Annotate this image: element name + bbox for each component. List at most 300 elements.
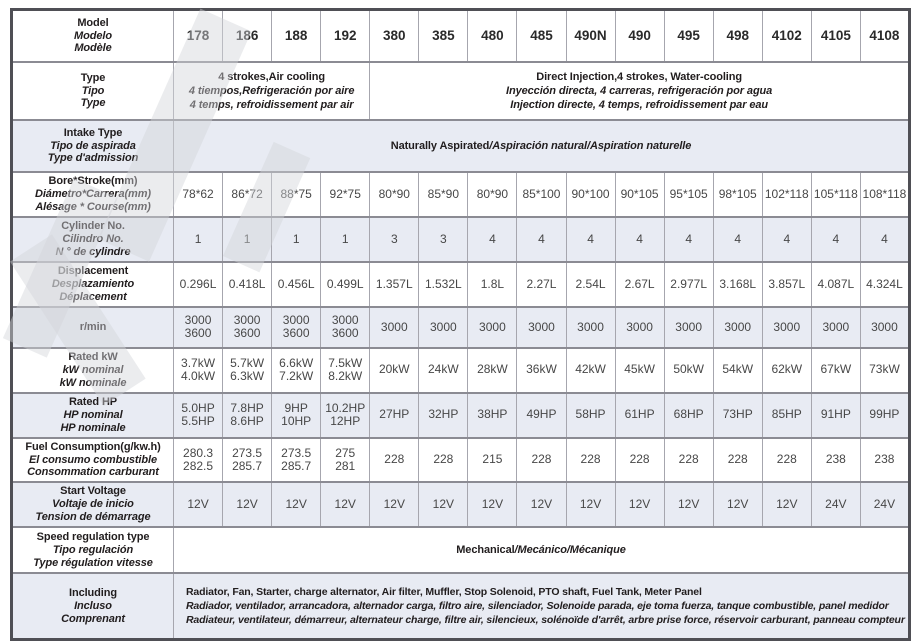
cell-value-line: 3.168L [719,276,757,291]
cell-voltage-188 [272,482,321,527]
table-row-voltage [12,482,910,527]
model-header-380: 380 [370,10,419,63]
cell-value-line: 12V [285,497,307,512]
cell-value-line: 10HP [281,414,312,429]
cell-cylinder-495 [664,217,713,262]
row-header-line: Déplacement [59,290,127,303]
row-header-hp [12,393,174,438]
cell-cylinder-490 [615,217,664,262]
cell-intake-merged [174,120,910,172]
cell-value-line: 50kW [673,362,704,377]
model-header-385: 385 [419,10,468,63]
cell-fuel-495 [664,438,713,483]
cell-kw-4105 [811,348,860,393]
cell-value-line: 7.5kW [328,355,363,370]
cell-hp-186 [223,393,272,438]
cell-displacement-495 [664,262,713,307]
cell-value-line: 1 [292,231,300,246]
cell-value-line: 2.977L [670,276,707,291]
cell-value-line: 24kW [428,362,459,377]
cell-value-line: 3000 [577,319,604,334]
cell-value-line: 228 [531,452,552,467]
cell-value-line: 5.7kW [230,355,265,370]
cell-rmin-480 [468,307,517,348]
cell-cylinder-385 [419,217,468,262]
cell-fuel-485 [517,438,566,483]
cell-value-line: 68HP [673,407,704,422]
cell-cylinder-192 [321,217,370,262]
cell-displacement-4108 [860,262,909,307]
cell-value-line: 4 [489,231,496,246]
cell-rmin-4105 [811,307,860,348]
cell-bore-380 [370,172,419,217]
cell-value-line: 275 [335,445,356,460]
cell-displacement-186 [223,262,272,307]
cell-displacement-385 [419,262,468,307]
cell-value-line: 3000 [429,319,457,334]
cell-voltage-385 [419,482,468,527]
table-row-kw [12,348,910,393]
cell-value-line: 90*105 [620,186,659,201]
cell-value-line: 4.324L [866,276,903,291]
table-row-fuel [12,438,910,483]
cell-value-line: 67kW [820,362,852,377]
cell-value-line: 238 [825,452,846,467]
cell-rmin-495 [664,307,713,348]
cell-value-line: 3000 [871,319,898,334]
cell-value-line: 3000 [626,319,653,334]
cell-bore-186 [223,172,272,217]
cell-value-line: 3000 [528,319,555,334]
cell-value-line: 88*75 [280,186,312,201]
row-header-line: Including [69,586,117,599]
row-header-line: kW nominal [62,363,124,376]
model-header-498: 498 [713,10,762,63]
cell-value-line: 108*118 [862,186,907,201]
cell-rmin-385 [419,307,468,348]
table-row-displacement [12,262,910,307]
cell-value-line: 6.3kW [230,369,265,384]
cell-value-line: 45kW [624,362,655,377]
cell-kw-480 [468,348,517,393]
cell-value-line: 42kW [575,362,606,377]
cell-value-line: 3000 [822,319,850,334]
cell-rmin-186 [223,307,272,348]
cell-bore-178 [174,172,223,217]
cell-voltage-498 [713,482,762,527]
cell-value-line: 12V [776,497,798,512]
cell-bore-480 [468,172,517,217]
cell-value-line: 90*100 [571,186,610,201]
cell-value-line: 95*105 [669,186,708,201]
row-header-type [12,62,174,120]
cell-value-line: 4 [636,231,643,246]
cell-cylinder-498 [713,217,762,262]
model-header-4105: 4105 [811,10,860,63]
table-row-model [12,10,910,63]
cell-value-line: 285.7 [281,458,312,473]
cell-bore-495 [664,172,713,217]
cell-value-line: 3000 [184,312,212,327]
cell-value-line: 3000 [233,312,261,327]
cell-value-line: 32HP [428,407,459,422]
cell-kw-178 [174,348,223,393]
cell-value-line: 273.5 [281,445,312,460]
cell-value-line: 7.2kW [279,369,314,384]
cell-cylinder-380 [370,217,419,262]
cell-value-line: 228 [580,452,601,467]
cell-value-line: 73kW [869,362,900,377]
cell-value-line: 12V [579,497,602,512]
row-header-line: Bore*Stroke(mm) [48,175,138,187]
cell-value-line: 3600 [331,326,359,341]
cell-voltage-178 [174,482,223,527]
table-row-cylinder [12,217,910,262]
cell-hp-495 [664,393,713,438]
cell-value-line: 12V [187,497,209,512]
cell-cylinder-4102 [762,217,811,262]
table-row-rmin [12,307,910,348]
row-header-line: Intake Type [63,126,123,139]
row-header-model [12,10,174,63]
cell-kw-186 [223,348,272,393]
cell-value-line: 228 [384,452,405,467]
cell-bore-188 [272,172,321,217]
cell-value-line: 1 [243,231,251,246]
cell-value-line: 54kW [722,362,754,377]
cell-value-line: 12HP [330,414,361,429]
cell-text-line: 4 tiempos,Refrigeración por aire [188,84,355,97]
row-header-line: Voltaje de inicio [52,498,134,511]
cell-value-line: 20kW [378,362,410,377]
cell-value-line: 1.357L [375,276,413,291]
row-header-line: Type régulation vitesse [33,556,153,569]
cell-value-line: 12V [481,497,504,512]
model-header-4108: 4108 [860,10,909,63]
cell-text-line: Injection directe, 4 temps, refroidissement par eau [510,99,768,112]
cell-value-line: 3600 [282,326,310,341]
cell-value-line: 105*118 [813,186,858,201]
table-row-hp [12,393,910,438]
cell-value-line: 99HP [869,407,900,422]
row-header-line: Type d'admission [47,152,139,165]
cell-value-line: 58HP [575,407,606,422]
cell-hp-490N [566,393,615,438]
cell-value-line: 12V [677,497,700,512]
cell-value-line: 24V [873,497,896,512]
cell-kw-4108 [860,348,909,393]
cell-value-line: 6.6kW [279,355,314,370]
row-header-line: Comprenant [61,612,125,625]
cell-fuel-188 [272,438,321,483]
row-header-line: Cylinder No. [61,219,125,232]
cell-hp-178 [174,393,223,438]
cell-kw-385 [419,348,468,393]
cell-value-line: 92*75 [329,186,361,201]
cell-cylinder-4105 [811,217,860,262]
cell-hp-385 [419,393,468,438]
row-header-line: Rated HP [68,395,118,408]
cell-value-line: 3000 [773,319,801,334]
cell-value-line: 5.5HP [181,414,215,429]
cell-displacement-192 [321,262,370,307]
cell-displacement-480 [468,262,517,307]
cell-value-line: 27HP [379,407,410,422]
cell-voltage-192 [321,482,370,527]
cell-displacement-490 [615,262,664,307]
cell-rmin-490 [615,307,664,348]
cell-value-line: 8.6HP [230,414,264,429]
cell-value-line: 0.499L [326,276,364,291]
cell-including-merged [174,573,910,640]
model-header-4102: 4102 [762,10,811,63]
cell-kw-498 [713,348,762,393]
cell-value-line: 3000 [331,312,359,327]
cell-value-line: 12V [383,497,405,512]
model-header-188: 188 [272,10,321,63]
cell-voltage-186 [223,482,272,527]
cell-hp-4102 [762,393,811,438]
cell-value-line: 3 [390,231,398,246]
cell-value-line: 285.7 [232,458,263,473]
cell-fuel-498 [713,438,762,483]
cell-hp-498 [713,393,762,438]
spec-table [10,8,911,641]
cell-text-line: Mechanical [456,544,515,557]
cell-value-line: 80*90 [378,186,410,201]
cell-value-line: 12V [628,497,651,512]
cell-text-line: Radiateur, ventilateur, démarreur, alternateur charge, filtre air, silencieux, solénoïde d'arrêt, arbre prise force, réservoir carburant, panneau compteur [186,614,905,627]
cell-bore-385 [419,172,468,217]
cell-value-line: 3000 [724,319,752,334]
cell-value-line: 3000 [380,319,408,334]
cell-voltage-490N [566,482,615,527]
cell-value-line: 228 [629,452,650,467]
cell-hp-4108 [860,393,909,438]
cell-kw-192 [321,348,370,393]
cell-value-line: 280.3 [183,445,214,460]
cell-displacement-4105 [811,262,860,307]
cell-value-line: 12V [727,497,749,512]
row-header-line: El consumo combustible [29,453,157,466]
cell-value-line: 24V [825,497,847,512]
cell-cylinder-178 [174,217,223,262]
cell-text-line: Radiator, Fan, Starter, charge alternator, Air filter, Muffler, Stop Solenoid, PTO shaft, Fuel Tank, Meter Panel [186,586,702,599]
cell-displacement-498 [713,262,762,307]
cell-text-line: 4 temps, refroidissement par air [189,99,354,112]
row-header-rmin [12,307,174,348]
cell-rmin-4108 [860,307,909,348]
row-header-line: Modelo [74,29,112,42]
row-header-line: Speed regulation type [36,530,150,543]
cell-value-line: 7.8HP [230,400,264,415]
row-header-line: HP nominal [63,408,123,421]
cell-rmin-192 [321,307,370,348]
cell-value-line: 3600 [184,326,212,341]
cell-value-line: 1.532L [424,276,462,291]
cell-value-line: 3.857L [768,276,806,291]
row-header-bore [12,172,174,217]
cell-value-line: 10.2HP [325,400,366,415]
cell-value-line: 28kW [477,362,508,377]
cell-kw-380 [370,348,419,393]
cell-value-line: 3000 [282,312,310,327]
cell-bore-490N [566,172,615,217]
row-header-line: Displacement [57,264,129,277]
row-header-line: Tipo [81,84,105,97]
row-header-line: Fuel Consumption(g/kw.h) [25,440,161,453]
table-row-type [12,62,910,120]
cell-cylinder-188 [272,217,321,262]
cell-voltage-495 [664,482,713,527]
cell-fuel-4102 [762,438,811,483]
table-row-speed [12,527,910,573]
cell-value-line: 12V [334,497,356,512]
cell-voltage-4105 [811,482,860,527]
cell-hp-380 [370,393,419,438]
cell-value-line: 1 [341,231,349,246]
cell-value-line: 2.67L [624,276,655,291]
cell-value-line: 4 [587,231,594,246]
cell-value-line: 91HP [820,407,851,422]
cell-fuel-385 [419,438,468,483]
table-row-including [12,573,910,640]
cell-value-line: 1 [194,231,202,246]
cell-text-line: Direct Injection,4 strokes, Water-cooling [536,70,742,83]
row-header-speed [12,527,174,573]
cell-value-line: 49HP [526,407,557,422]
cell-cylinder-186 [223,217,272,262]
cell-cylinder-480 [468,217,517,262]
cell-kw-490 [615,348,664,393]
table-row-intake [12,120,910,172]
row-header-line: Tipo regulación [52,543,134,556]
cell-value-line: 9HP [284,400,308,415]
model-header-495: 495 [664,10,713,63]
cell-displacement-380 [370,262,419,307]
cell-bore-4105 [811,172,860,217]
row-header-line: Alésage * Course(mm) [35,200,151,213]
cell-value-line: 3600 [233,326,261,341]
cell-value-line: 36kW [526,362,557,377]
cell-cylinder-490N [566,217,615,262]
cell-voltage-490 [615,482,664,527]
row-header-line: Modèle [74,42,112,55]
cell-fuel-490 [615,438,664,483]
cell-rmin-380 [370,307,419,348]
cell-value-line: 4 [685,231,692,246]
cell-kw-490N [566,348,615,393]
cell-value-line: 8.2kW [328,369,363,384]
row-header-line: HP nominale [60,421,126,434]
cell-value-line: 273.5 [232,445,263,460]
cell-type-merged [174,62,370,120]
row-header-line: r/min [79,320,107,333]
cell-text-line: 4 strokes,Air cooling [218,70,325,83]
cell-fuel-4105 [811,438,860,483]
row-header-line: Tipo de aspirada [50,139,136,152]
cell-hp-480 [468,393,517,438]
cell-value-line: 12V [530,497,553,512]
cell-value-line: 86*72 [231,186,263,201]
cell-fuel-186 [223,438,272,483]
cell-value-line: 62kW [771,362,803,377]
cell-value-line: 4 [783,231,791,246]
cell-bore-498 [713,172,762,217]
row-header-line: Rated kW [68,350,118,363]
cell-value-line: 228 [776,452,797,467]
cell-value-line: 12V [432,497,455,512]
cell-value-line: 4 [734,231,742,246]
cell-value-line: 4 [881,231,888,246]
cell-value-line: 5.0HP [181,400,215,415]
cell-value-line: 3.7kW [181,355,216,370]
cell-value-line: 2.54L [575,276,606,291]
cell-value-line: 98*105 [718,186,757,201]
row-header-line: Type [80,97,106,110]
cell-displacement-178 [174,262,223,307]
row-header-line: Incluso [74,599,112,612]
cell-value-line: 3000 [479,319,506,334]
cell-cylinder-485 [517,217,566,262]
row-header-line: Tension de démarrage [35,511,151,524]
row-header-cylinder [12,217,174,262]
cell-rmin-498 [713,307,762,348]
cell-value-line: 12V [236,497,258,512]
model-header-192: 192 [321,10,370,63]
cell-kw-4102 [762,348,811,393]
cell-fuel-192 [321,438,370,483]
cell-value-line: 61HP [624,407,655,422]
model-header-490: 490 [615,10,664,63]
cell-value-line: 228 [678,452,699,467]
cell-value-line: 78*62 [182,186,214,201]
cell-value-line: 38HP [477,407,508,422]
model-header-186: 186 [223,10,272,63]
cell-kw-495 [664,348,713,393]
cell-value-line: 3000 [675,319,702,334]
cell-value-line: 102*118 [764,186,809,201]
cell-voltage-480 [468,482,517,527]
model-header-178: 178 [174,10,223,63]
table-row-bore [12,172,910,217]
cell-text-line: Inyección directa, 4 carreras, refrigeración por agua [506,84,773,97]
row-header-line: Diámetro*Carrera(mm) [35,187,151,200]
cell-cylinder-4108 [860,217,909,262]
cell-voltage-485 [517,482,566,527]
cell-voltage-4102 [762,482,811,527]
cell-value-line: 238 [874,452,895,467]
cell-bore-4102 [762,172,811,217]
cell-value-line: 80*90 [476,186,509,201]
cell-value-line: 0.296L [179,276,217,291]
cell-value-line: 228 [433,452,454,467]
model-header-490N: 490N [566,10,615,63]
cell-value-line: 3 [440,231,447,246]
row-header-voltage [12,482,174,527]
row-header-line: Model [77,16,109,29]
cell-hp-4105 [811,393,860,438]
model-header-480: 480 [468,10,517,63]
row-header-line: kW nominale [59,376,127,389]
cell-value-line: 4.0kW [181,369,216,384]
cell-voltage-4108 [860,482,909,527]
cell-value-line: 4 [538,231,545,246]
row-header-kw [12,348,174,393]
cell-bore-485 [517,172,566,217]
cell-fuel-480 [468,438,517,483]
cell-rmin-490N [566,307,615,348]
